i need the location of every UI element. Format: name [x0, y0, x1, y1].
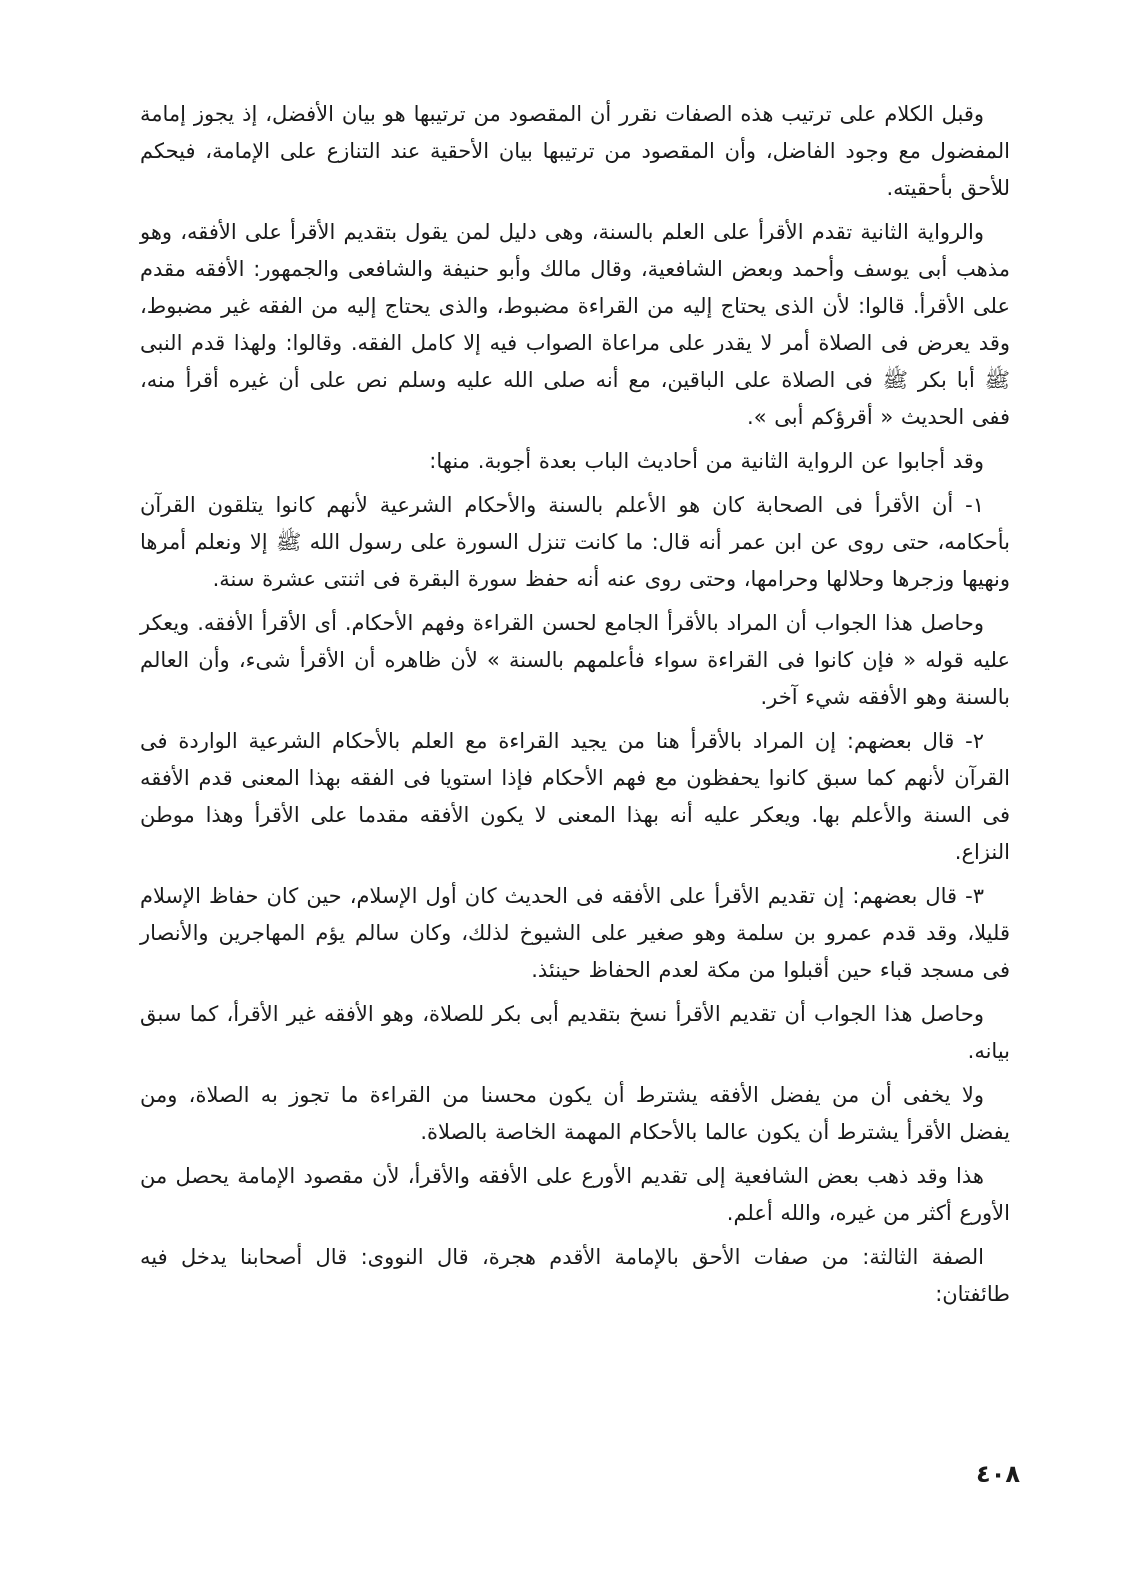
paragraph-intro-ordering: وقبل الكلام على ترتيب هذه الصفات نقرر أن المقصود من ترتيبها هو بيان الأفضل، إذ يجوز إمامة المفضول مع وجود الفاضل، وأن المقصود من ترتيبها بيان الأحقية عند التنازع على الإمامة، فيحكم للأحق بأحقيته.: [140, 102, 1010, 200]
page-number: ٤٠٨: [976, 1460, 1020, 1488]
body-text: [140, 96, 1010, 1313]
paragraph-answer-3: ٣- قال بعضهم: إن تقديم الأقرأ على الأفقه فى الحديث كان أول الإسلام، حين كان حفاظ الإسلام قليلا، وقد قدم عمرو بن سلمة وهو صغير على الشيوخ لذلك، وكان سالم يؤم المهاجرين والأنصار فى مسجد قباء حين أقبلوا من مكة لعدم الحفاظ حينئذ.: [140, 884, 1010, 982]
paragraph-answer-3-summary: وحاصل هذا الجواب أن تقديم الأقرأ نسخ بتقديم أبى بكر للصلاة، وهو الأفقه غير الأقرأ، كما سبق بيانه.: [140, 1002, 1010, 1063]
paragraph-shafii-opinion: هذا وقد ذهب بعض الشافعية إلى تقديم الأورع على الأفقه والأقرأ، لأن مقصود الإمامة يحصل من الأورع أكثر من غيره، والله أعلم.: [140, 1164, 1010, 1225]
paragraph-answer-2: ٢- قال بعضهم: إن المراد بالأقرأ هنا من يجيد القراءة مع العلم بالأحكام الشرعية الواردة فى القرآن لأنهم كما سبق كانوا يحفظون مع فهم الأحكام فإذا استويا فى الفقه بهذا المعنى قدم الأفقه فى السنة والأعلم بها. ويعكر عليه أنه بهذا المعنى لا يكون الأفقه مقدما على الأقرأ وهذا موطن النزاع.: [140, 729, 1010, 864]
paragraph-second-narration: والرواية الثانية تقدم الأقرأ على العلم بالسنة، وهى دليل لمن يقول بتقديم الأقرأ على الأفقه، وهو مذهب أبى يوسف وأحمد وبعض الشافعية، وقال مالك وأبو حنيفة والشافعى والجمهور: الأفقه مقدم على الأقرأ. قالوا: لأن الذى يحتاج إليه من القراءة مضبوط، والذى يحتاج إليه من الفقه غير مضبوط، وقد يعرض فى الصلاة أمر لا يقدر على مراعاة الصواب فيه إلا كامل الفقه. وقالوا: ولهذا قدم النبى ﷺ أبا بكر ﷺ فى الصلاة على الباقين، مع أنه صلى الله عليه وسلم نص على أن غيره أقرأ منه، ففى الحديث « أقرؤكم أبى ».: [140, 220, 1010, 429]
paragraph-conditions: ولا يخفى أن من يفضل الأفقه يشترط أن يكون محسنا من القراءة ما تجوز به الصلاة، ومن يفضل الأقرأ يشترط أن يكون عالما بالأحكام المهمة الخاصة بالصلاة.: [140, 1083, 1010, 1144]
paragraph-answer-1: ١- أن الأقرأ فى الصحابة كان هو الأعلم بالسنة والأحكام الشرعية لأنهم كانوا يتلقون القرآن بأحكامه، حتى روى عن ابن عمر أنه قال: ما كانت تنزل السورة على رسول الله ﷺ إلا ونعلم أمرها ونهيها وزجرها وحلالها وحرامها، وحتى روى عنه أنه حفظ سورة البقرة فى اثنتى عشرة سنة.: [140, 493, 1010, 591]
paragraph-answer-1-summary: وحاصل هذا الجواب أن المراد بالأقرأ الجامع لحسن القراءة وفهم الأحكام. أى الأقرأ الأفقه. ويعكر عليه قوله « فإن كانوا فى القراءة سواء فأعلمهم بالسنة » لأن ظاهره أن الأقرأ شىء، وأن العالم بالسنة وهو الأفقه شيء آخر.: [140, 611, 1010, 709]
paragraph-answers-intro: وقد أجابوا عن الرواية الثانية من أحاديث الباب بعدة أجوبة. منها:: [429, 449, 984, 473]
paragraph-third-attribute: الصفة الثالثة: من صفات الأحق بالإمامة الأقدم هجرة، قال النووى: قال أصحابنا يدخل فيه طائفتان:: [140, 1245, 1010, 1306]
